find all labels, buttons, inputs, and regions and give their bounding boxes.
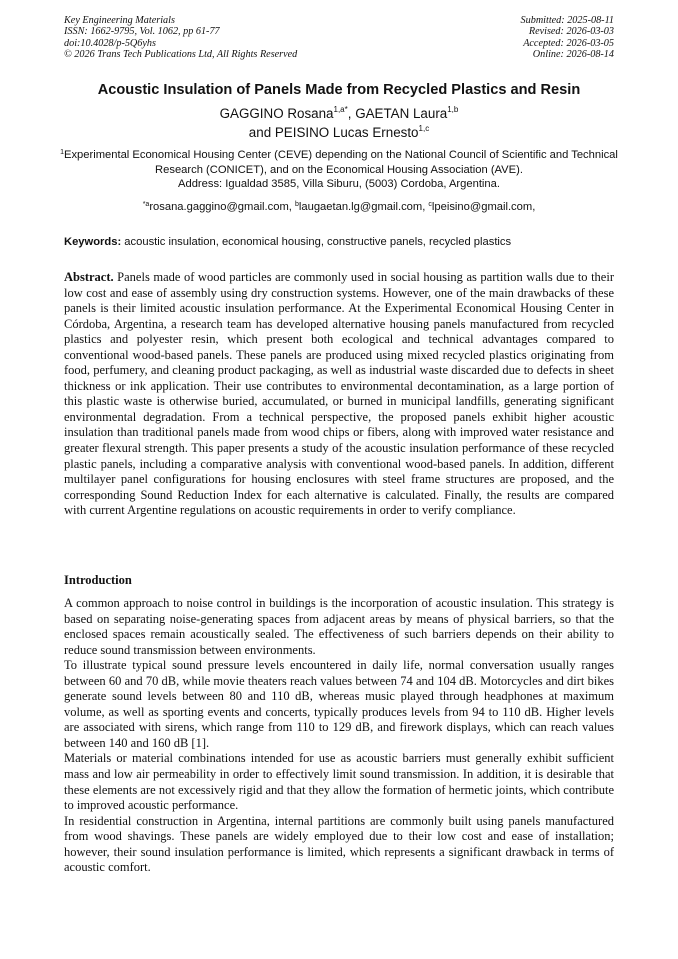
keywords-label: Keywords:: [64, 236, 122, 248]
date-online: Online: 2026-08-14: [532, 49, 614, 61]
affiliation-sup: 1: [60, 149, 64, 156]
author-sup: 1,a*: [333, 105, 348, 114]
introduction-heading: Introduction: [64, 573, 132, 587]
introduction-body: [64, 596, 614, 876]
keywords: [64, 235, 624, 249]
journal-name: Key Engineering Materials: [64, 15, 175, 26]
affiliation: [40, 148, 638, 192]
author-sup: 1,b: [447, 105, 459, 114]
abstract-label: Abstract.: [64, 270, 114, 284]
email-sup: b: [295, 201, 299, 208]
email-sup: c: [428, 201, 432, 208]
date-accepted: Accepted: 2026-03-05: [523, 37, 614, 49]
author-name: GAGGINO Rosana: [219, 106, 334, 121]
email-link[interactable]: lpeisino@gmail.com,: [431, 201, 536, 213]
date-submitted: Submitted: 2025-08-11: [520, 15, 614, 26]
affiliation-text: Experimental Economical Housing Center (CEVE) depending on the National Council of Scientific and Technical Research (CONICET), and on the Economical Housing Association (AVE).: [64, 149, 618, 176]
affiliation-address: Address: Igualdad 3585, Villa Siburu, (5003) Cordoba, Argentina.: [178, 178, 500, 191]
journal-doi[interactable]: doi:10.4028/p-5Q6yhs: [64, 37, 156, 49]
journal-issn: ISSN: 1662-9795, Vol. 1062, pp 61-77: [64, 26, 220, 38]
email-sup: *a: [142, 201, 150, 208]
author-emails: [40, 200, 638, 214]
journal-info: [64, 15, 297, 61]
email-link[interactable]: rosana.gaggino@gmail.com,: [149, 201, 295, 213]
paragraph: Materials or material combinations intended for use as acoustic barriers must generally exhibit sufficient mass and low air permeability in order to effectively limit sound transmission. In addition, it is desirable that these elements are not excessively rigid and that they allow the formation of hermetic joints, which contribute to improved acoustic performance.: [64, 751, 614, 813]
date-revised: Revised: 2026-03-03: [528, 26, 614, 38]
author-list: [40, 104, 638, 142]
author-line-1: [40, 104, 638, 123]
keywords-text: acoustic insulation, economical housing, constructive panels, recycled plastics: [121, 236, 512, 248]
paragraph: In residential construction in Argentina, internal partitions are commonly built using panels manufactured from wood shavings. These panels are widely employed due to their low cost and ease of installation; however, their sound insulation performance is limited, which represents a significant drawback in terms of acoustic comfort.: [64, 813, 614, 875]
abstract-text: Panels made of wood particles are commonly used in social housing as partition walls due to their low cost and ease of assembly using dry construction systems. However, one of the main drawbacks of these panels is their limited acoustic insulation performance. At the Experimental Economical Housing Center in Córdoba, Argentina, a research team has developed alternative housing panels manufactured from recycled plastics and polyester resin, which present both ecological and technical advantages compared to conventional wood-based panels. These panels are produced using mixed recycled plastics originating from food, perfumery, and cleaning product packaging, as well as industrial waste discarded due to defects in sheet thickness or ink application. Their use contributes to environmental decontamination, as a large portion of this plastic waste is otherwise buried, accumulated, or burned in municipal landfills, generating significant environmental degradation. From a technical perspective, the proposed panels exhibit higher acoustic insulation than traditional panels made from wood chips or fibers, along with improved water resistance and greater flexural strength. This paper presents a study of the acoustic insulation performance of these recycled plastic panels, including a comparative analysis with conventional wood-based panels. In addition, different multilayer panel configurations for housing enclosures with steel frame structures are proposed, and the corresponding Sound Reduction Index for each alternative is calculated. Finally, the results are compared with current Argentine regulations on acoustic requirements in order to verify compliance.: [64, 270, 614, 518]
paragraph: To illustrate typical sound pressure levels encountered in daily life, normal conversation usually ranges between 60 and 70 dB, while movie theaters reach values between 74 and 104 dB. Motorcycles and dirt bikes generate sound levels between 80 and 110 dB, whereas music played through headphones at maximum volume, as well as sporting events and concerts, typically produces levels from 94 to 110 dB. Higher levels are associated with sirens, which range from 110 to 129 dB, and firework displays, which can reach values between 140 and 160 dB [1].: [64, 658, 614, 750]
publication-dates: [521, 15, 614, 61]
paragraph: A common approach to noise control in buildings is the incorporation of acoustic insulation. This strategy is based on separating noise-generating spaces from adjacent areas by means of physical barriers, so that the enclosed spaces remain acoustically sealed. The effectiveness of such barriers depends on their ability to reduce sound transmission between environments.: [64, 596, 614, 657]
abstract: [64, 270, 614, 519]
journal-copyright: © 2026 Trans Tech Publications Ltd, All Rights Reserved: [64, 49, 298, 61]
author-sup: 1,c: [418, 124, 430, 133]
email-link[interactable]: laugaetan.lg@gmail.com,: [298, 201, 429, 213]
paper-title: Acoustic Insulation of Panels Made from Recycled Plastics and Resin: [97, 82, 581, 98]
author-line-2: [40, 123, 638, 142]
author-name: and PEISINO Lucas Ernesto: [248, 125, 419, 140]
author-name: GAETAN Laura: [355, 106, 448, 121]
author-separator: ,: [347, 106, 356, 121]
